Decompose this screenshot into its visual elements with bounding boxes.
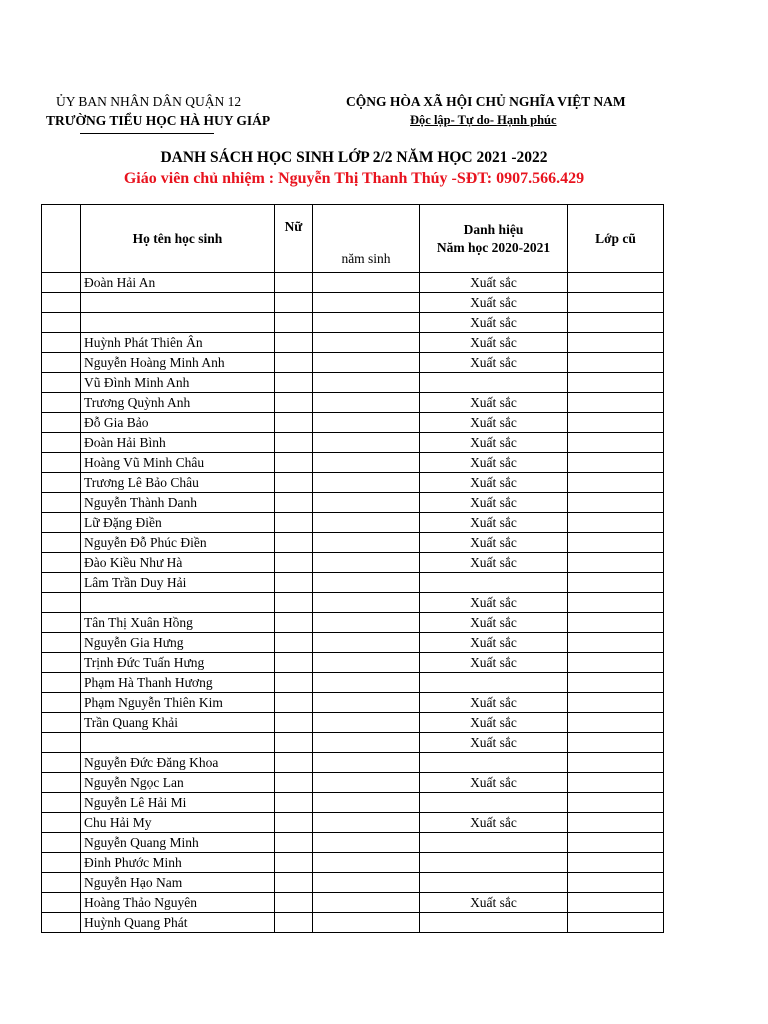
award-cell	[420, 833, 568, 853]
old-class-cell	[568, 873, 664, 893]
index-cell	[42, 393, 81, 413]
student-table	[41, 204, 664, 933]
female-cell	[275, 873, 313, 893]
table-row	[42, 873, 664, 893]
old-class-cell	[568, 773, 664, 793]
award-cell: Xuất sắc	[420, 593, 568, 613]
index-cell	[42, 633, 81, 653]
female-cell	[275, 673, 313, 693]
old-class-cell	[568, 793, 664, 813]
index-cell	[42, 413, 81, 433]
old-class-cell	[568, 673, 664, 693]
index-cell	[42, 713, 81, 733]
award-cell: Xuất sắc	[420, 893, 568, 913]
table-row	[42, 733, 664, 753]
female-cell	[275, 513, 313, 533]
index-cell	[42, 373, 81, 393]
table-row	[42, 293, 664, 313]
index-cell	[42, 893, 81, 913]
col-header-name: Họ tên học sinh	[81, 205, 275, 273]
table-row	[42, 713, 664, 733]
old-class-cell	[568, 373, 664, 393]
student-name: Huỳnh Quang Phát	[81, 913, 275, 933]
award-cell	[420, 853, 568, 873]
birth-year-cell	[313, 773, 420, 793]
award-cell	[420, 873, 568, 893]
birth-year-cell	[313, 493, 420, 513]
student-name: Vũ Đình Minh Anh	[81, 373, 275, 393]
index-cell	[42, 493, 81, 513]
female-cell	[275, 693, 313, 713]
table-row	[42, 473, 664, 493]
table-row	[42, 613, 664, 633]
col-header-old-class: Lớp cũ	[568, 205, 664, 273]
student-name: Đinh Phước Minh	[81, 853, 275, 873]
student-name: Tân Thị Xuân Hồng	[81, 613, 275, 633]
award-cell: Xuất sắc	[420, 313, 568, 333]
award-cell: Xuất sắc	[420, 513, 568, 533]
student-name: Nguyễn Gia Hưng	[81, 633, 275, 653]
table-row	[42, 533, 664, 553]
old-class-cell	[568, 833, 664, 853]
index-cell	[42, 533, 81, 553]
award-cell: Xuất sắc	[420, 353, 568, 373]
index-cell	[42, 673, 81, 693]
student-name: Trương Lê Bảo Châu	[81, 473, 275, 493]
table-row	[42, 913, 664, 933]
old-class-cell	[568, 613, 664, 633]
female-cell	[275, 753, 313, 773]
birth-year-cell	[313, 553, 420, 573]
female-cell	[275, 353, 313, 373]
school-name-underline	[80, 133, 214, 134]
student-name: Nguyễn Lê Hải Mi	[81, 793, 275, 813]
table-row	[42, 633, 664, 653]
index-cell	[42, 833, 81, 853]
index-cell	[42, 653, 81, 673]
old-class-cell	[568, 913, 664, 933]
table-row	[42, 653, 664, 673]
birth-year-cell	[313, 753, 420, 773]
birth-year-cell	[313, 333, 420, 353]
birth-year-cell	[313, 813, 420, 833]
student-name	[81, 293, 275, 313]
award-cell	[420, 673, 568, 693]
student-name: Trần Quang Khải	[81, 713, 275, 733]
student-name: Lữ Đặng Điền	[81, 513, 275, 533]
old-class-cell	[568, 493, 664, 513]
award-cell: Xuất sắc	[420, 653, 568, 673]
table-row	[42, 833, 664, 853]
female-cell	[275, 833, 313, 853]
index-cell	[42, 273, 81, 293]
old-class-cell	[568, 713, 664, 733]
birth-year-cell	[313, 793, 420, 813]
female-cell	[275, 373, 313, 393]
old-class-cell	[568, 293, 664, 313]
student-name: Nguyễn Hoàng Minh Anh	[81, 353, 275, 373]
birth-year-cell	[313, 673, 420, 693]
award-cell: Xuất sắc	[420, 613, 568, 633]
old-class-cell	[568, 853, 664, 873]
index-cell	[42, 473, 81, 493]
old-class-cell	[568, 753, 664, 773]
student-name: Đỗ Gia Bảo	[81, 413, 275, 433]
award-cell: Xuất sắc	[420, 393, 568, 413]
old-class-cell	[568, 593, 664, 613]
col-header-award-line1: Danh hiệu	[463, 221, 524, 237]
table-row	[42, 353, 664, 373]
index-cell	[42, 913, 81, 933]
old-class-cell	[568, 313, 664, 333]
birth-year-cell	[313, 633, 420, 653]
birth-year-cell	[313, 533, 420, 553]
student-name	[81, 733, 275, 753]
female-cell	[275, 633, 313, 653]
col-header-index	[42, 205, 81, 273]
female-cell	[275, 393, 313, 413]
award-cell: Xuất sắc	[420, 293, 568, 313]
table-row	[42, 793, 664, 813]
index-cell	[42, 853, 81, 873]
female-cell	[275, 613, 313, 633]
award-cell	[420, 373, 568, 393]
student-name: Trương Quỳnh Anh	[81, 393, 275, 413]
birth-year-cell	[313, 733, 420, 753]
table-row	[42, 813, 664, 833]
student-name: Chu Hải My	[81, 813, 275, 833]
col-header-award	[420, 205, 568, 273]
female-cell	[275, 293, 313, 313]
table-row	[42, 693, 664, 713]
female-cell	[275, 733, 313, 753]
index-cell	[42, 573, 81, 593]
old-class-cell	[568, 693, 664, 713]
table-row	[42, 313, 664, 333]
female-cell	[275, 553, 313, 573]
female-cell	[275, 773, 313, 793]
female-cell	[275, 913, 313, 933]
award-cell: Xuất sắc	[420, 553, 568, 573]
female-cell	[275, 813, 313, 833]
table-row	[42, 853, 664, 873]
award-cell: Xuất sắc	[420, 733, 568, 753]
female-cell	[275, 333, 313, 353]
table-row	[42, 373, 664, 393]
female-cell	[275, 433, 313, 453]
national-motto: Độc lập- Tự do- Hạnh phúc	[410, 113, 557, 127]
col-header-award-line2: Năm học 2020-2021	[436, 239, 551, 255]
table-row	[42, 773, 664, 793]
birth-year-cell	[313, 613, 420, 633]
award-cell	[420, 793, 568, 813]
old-class-cell	[568, 473, 664, 493]
female-cell	[275, 413, 313, 433]
index-cell	[42, 793, 81, 813]
birth-year-cell	[313, 893, 420, 913]
table-row	[42, 493, 664, 513]
student-name: Trịnh Đức Tuấn Hưng	[81, 653, 275, 673]
old-class-cell	[568, 653, 664, 673]
birth-year-cell	[313, 433, 420, 453]
national-title: CỘNG HÒA XÃ HỘI CHỦ NGHĨA VIỆT NAM	[346, 94, 626, 109]
birth-year-cell	[313, 273, 420, 293]
index-cell	[42, 353, 81, 373]
birth-year-cell	[313, 573, 420, 593]
award-cell: Xuất sắc	[420, 333, 568, 353]
student-name: Đào Kiều Như Hà	[81, 553, 275, 573]
female-cell	[275, 853, 313, 873]
old-class-cell	[568, 553, 664, 573]
old-class-cell	[568, 413, 664, 433]
index-cell	[42, 733, 81, 753]
index-cell	[42, 293, 81, 313]
award-cell: Xuất sắc	[420, 473, 568, 493]
birth-year-cell	[313, 293, 420, 313]
award-cell: Xuất sắc	[420, 533, 568, 553]
old-class-cell	[568, 813, 664, 833]
student-name: Nguyễn Ngọc Lan	[81, 773, 275, 793]
female-cell	[275, 713, 313, 733]
index-cell	[42, 873, 81, 893]
table-row	[42, 433, 664, 453]
index-cell	[42, 773, 81, 793]
col-header-female: Nữ	[275, 205, 313, 273]
table-row	[42, 753, 664, 773]
old-class-cell	[568, 533, 664, 553]
student-name: Nguyễn Thành Danh	[81, 493, 275, 513]
student-name: Nguyễn Quang Minh	[81, 833, 275, 853]
female-cell	[275, 453, 313, 473]
index-cell	[42, 813, 81, 833]
birth-year-cell	[313, 833, 420, 853]
table-row	[42, 393, 664, 413]
old-class-cell	[568, 273, 664, 293]
index-cell	[42, 753, 81, 773]
female-cell	[275, 793, 313, 813]
award-cell: Xuất sắc	[420, 273, 568, 293]
birth-year-cell	[313, 513, 420, 533]
award-cell	[420, 913, 568, 933]
birth-year-cell	[313, 413, 420, 433]
old-class-cell	[568, 513, 664, 533]
table-row	[42, 553, 664, 573]
award-cell: Xuất sắc	[420, 773, 568, 793]
table-row	[42, 593, 664, 613]
birth-year-cell	[313, 593, 420, 613]
award-cell: Xuất sắc	[420, 453, 568, 473]
student-name: Nguyễn Đỗ Phúc Điền	[81, 533, 275, 553]
award-cell: Xuất sắc	[420, 433, 568, 453]
table-row	[42, 453, 664, 473]
birth-year-cell	[313, 853, 420, 873]
student-name: Hoàng Thảo Nguyên	[81, 893, 275, 913]
index-cell	[42, 333, 81, 353]
award-cell	[420, 753, 568, 773]
award-cell: Xuất sắc	[420, 713, 568, 733]
birth-year-cell	[313, 353, 420, 373]
award-cell: Xuất sắc	[420, 633, 568, 653]
student-name: Hoàng Vũ Minh Châu	[81, 453, 275, 473]
female-cell	[275, 653, 313, 673]
index-cell	[42, 513, 81, 533]
old-class-cell	[568, 353, 664, 373]
award-cell	[420, 573, 568, 593]
old-class-cell	[568, 393, 664, 413]
birth-year-cell	[313, 473, 420, 493]
page-title: DANH SÁCH HỌC SINH LỚP 2/2 NĂM HỌC 2021 -2022	[160, 149, 548, 166]
birth-year-cell	[313, 373, 420, 393]
old-class-cell	[568, 733, 664, 753]
student-name: Phạm Nguyễn Thiên Kim	[81, 693, 275, 713]
table-row	[42, 333, 664, 353]
index-cell	[42, 553, 81, 573]
old-class-cell	[568, 633, 664, 653]
student-name: Đoàn Hải An	[81, 273, 275, 293]
district-committee: ỦY BAN NHÂN DÂN QUẬN 12	[56, 94, 242, 109]
table-row	[42, 673, 664, 693]
index-cell	[42, 433, 81, 453]
student-name	[81, 313, 275, 333]
student-name: Nguyễn Hạo Nam	[81, 873, 275, 893]
col-header-birth-year: năm sinh	[313, 205, 420, 273]
table-header-row	[42, 205, 664, 273]
old-class-cell	[568, 893, 664, 913]
female-cell	[275, 533, 313, 553]
female-cell	[275, 593, 313, 613]
student-name: Phạm Hà Thanh Hương	[81, 673, 275, 693]
index-cell	[42, 453, 81, 473]
birth-year-cell	[313, 313, 420, 333]
old-class-cell	[568, 453, 664, 473]
student-name: Lâm Trần Duy Hải	[81, 573, 275, 593]
female-cell	[275, 273, 313, 293]
award-cell: Xuất sắc	[420, 493, 568, 513]
birth-year-cell	[313, 653, 420, 673]
school-name: TRƯỜNG TIỂU HỌC HÀ HUY GIÁP	[46, 113, 271, 128]
table-row	[42, 273, 664, 293]
student-name	[81, 593, 275, 613]
teacher-line: Giáo viên chủ nhiệm : Nguyễn Thị Thanh Thúy -SĐT: 0907.566.429	[123, 170, 585, 187]
birth-year-cell	[313, 913, 420, 933]
female-cell	[275, 473, 313, 493]
award-cell: Xuất sắc	[420, 693, 568, 713]
female-cell	[275, 493, 313, 513]
table-row	[42, 893, 664, 913]
birth-year-cell	[313, 873, 420, 893]
table-row	[42, 413, 664, 433]
award-cell: Xuất sắc	[420, 813, 568, 833]
birth-year-cell	[313, 393, 420, 413]
old-class-cell	[568, 333, 664, 353]
index-cell	[42, 313, 81, 333]
student-name: Huỳnh Phát Thiên Ân	[81, 333, 275, 353]
old-class-cell	[568, 433, 664, 453]
index-cell	[42, 693, 81, 713]
table-row	[42, 573, 664, 593]
student-name: Đoàn Hải Bình	[81, 433, 275, 453]
female-cell	[275, 573, 313, 593]
female-cell	[275, 893, 313, 913]
table-row	[42, 513, 664, 533]
student-name: Nguyễn Đức Đăng Khoa	[81, 753, 275, 773]
index-cell	[42, 613, 81, 633]
birth-year-cell	[313, 453, 420, 473]
birth-year-cell	[313, 713, 420, 733]
birth-year-cell	[313, 693, 420, 713]
index-cell	[42, 593, 81, 613]
female-cell	[275, 313, 313, 333]
old-class-cell	[568, 573, 664, 593]
award-cell: Xuất sắc	[420, 413, 568, 433]
